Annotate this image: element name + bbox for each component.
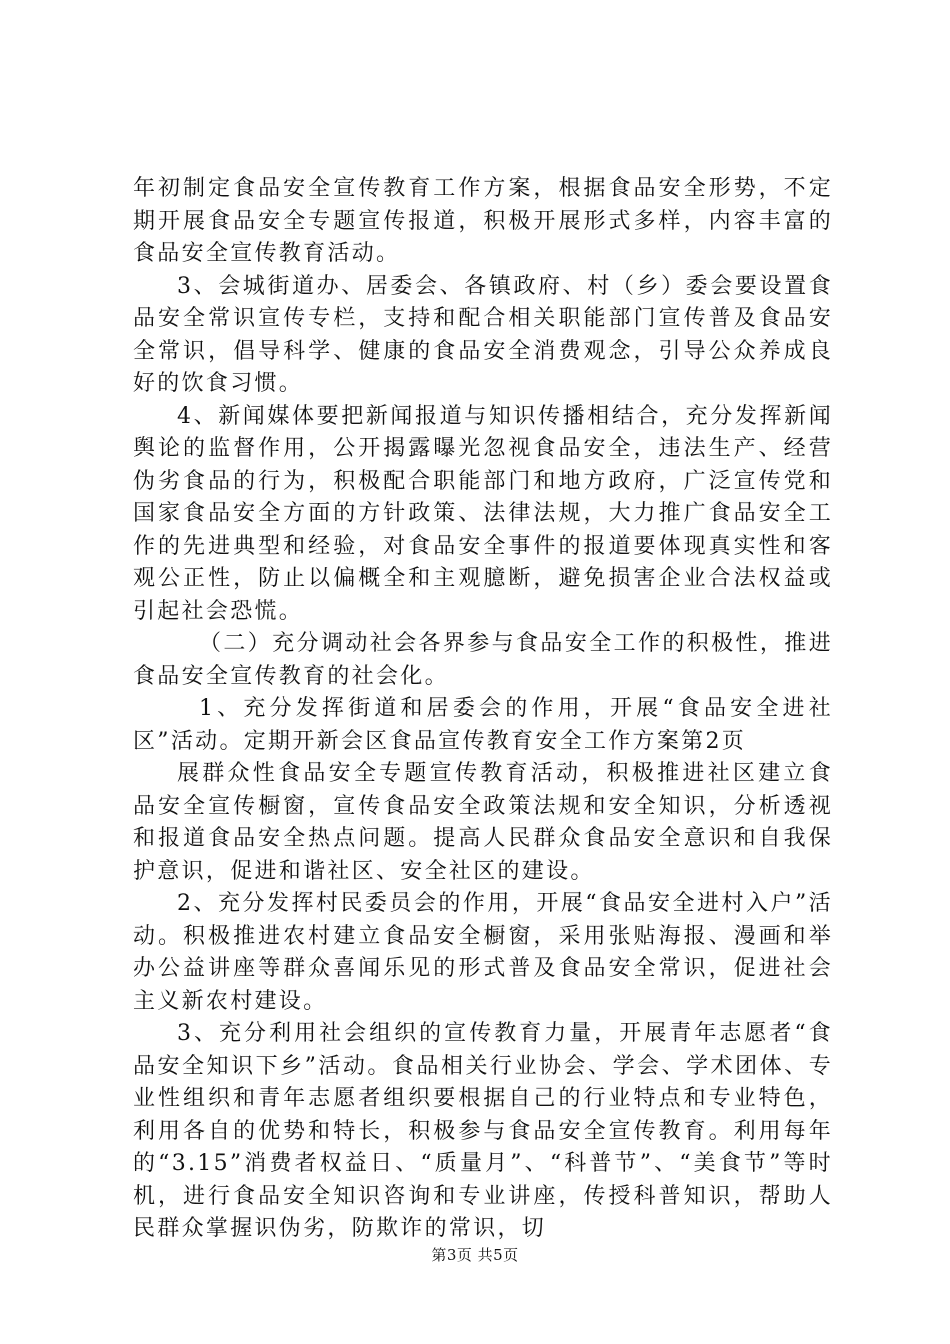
paragraph-community-activities: 展群众性食品安全专题宣传教育活动，积极推进社区建立食品安全宣传橱窗，宣传食品安全政策法规和安全知识，分析透视和报道食品安全热点问题。提高人民群众食品安全意识和自我保护意识，促进和谐社区、安全社区的建设。	[133, 761, 833, 884]
document-body	[133, 173, 833, 1246]
paragraph-item-3-neighborhood: 3、会城街道办、居委会、各镇政府、村（乡）委会要设置食品安全常识宣传专栏，支持和配合相关职能部门宣传普及食品安全常识，倡导科学、健康的食品安全消费观念，引导公众养成良好的饮食习惯。	[133, 273, 833, 396]
section-heading-2: （二）充分调动社会各界参与食品安全工作的积极性，推进食品安全宣传教育的社会化。	[133, 631, 833, 689]
paragraph-item-4-media: 4、新闻媒体要把新闻报道与知识传播相结合，充分发挥新闻舆论的监督作用，公开揭露曝光忽视食品安全，违法生产、经营伪劣食品的行为，积极配合职能部门和地方政府，广泛宣传党和国家食品安全方面的方针政策、法律法规，大力推广食品安全工作的先进典型和经验，对食品安全事件的报道要体现真实性和客观公正性，防止以偏概全和主观臆断，避免损害企业合法权益或引起社会恐慌。	[133, 403, 833, 624]
paragraph-item-2-village: 2、充分发挥村民委员会的作用，开展“食品安全进村入户”活动。积极推进农村建立食品安全橱窗，采用张贴海报、漫画和举办公益讲座等群众喜闻乐见的形式普及食品安全常识，促进社会主义新农村建设。	[133, 891, 833, 1014]
paragraph-item-1-community: 1、充分发挥街道和居委会的作用，开展“食品安全进社区”活动。定期开新会区食品宣传教育安全工作方案第2页	[133, 696, 833, 754]
paragraph-item-3-organizations: 3、充分利用社会组织的宣传教育力量，开展青年志愿者“食品安全知识下乡”活动。食品相关行业协会、学会、学术团体、专业性组织和青年志愿者组织要根据自己的行业特点和专业特色，利用各自的优势和特长，积极参与食品安全宣传教育。利用每年的“3.15”消费者权益日、“质量月”、“科普节”、“美食节”等时机，进行食品安全知识咨询和专业讲座，传授科普知识，帮助人民群众掌握识伪劣，防欺诈的常识，切	[133, 1021, 833, 1241]
paragraph-continuation: 年初制定食品安全宣传教育工作方案，根据食品安全形势，不定期开展食品安全专题宣传报道，积极开展形式多样，内容丰富的食品安全宣传教育活动。	[133, 176, 833, 266]
page-number-footer: 第3页 共5页	[431, 1246, 519, 1264]
